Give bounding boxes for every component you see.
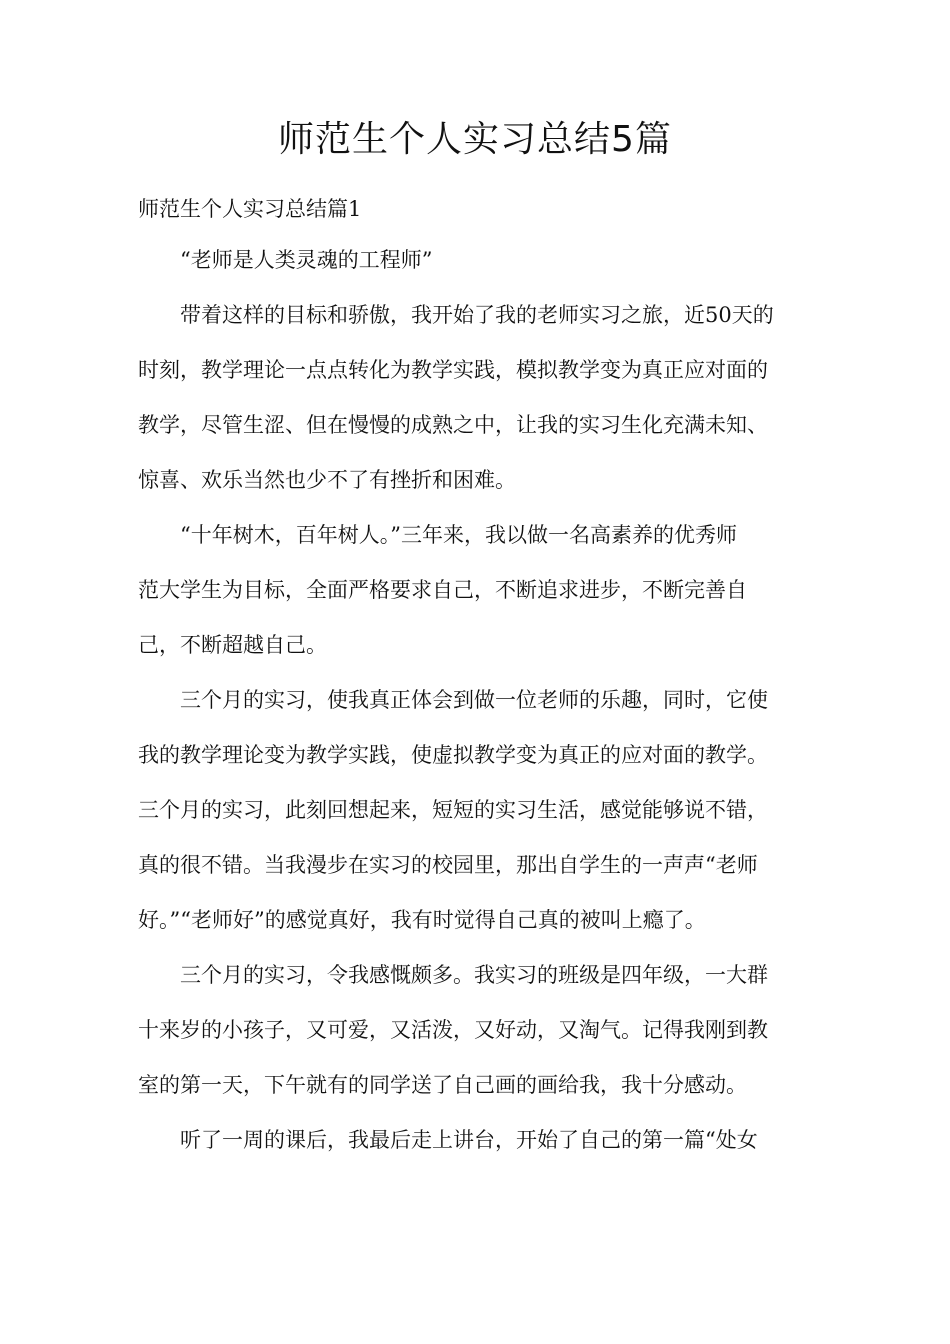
- document-body: [138, 233, 826, 1168]
- paragraph-class: 三个月的实习，令我感慨颇多。我实习的班级是四年级，一大群 十来岁的小孩子，又可爱，又活泼，又好动，又淘气。记得我刚到教 室的第一天，下午就有的同学送了自己画的画给我，我十分感动。: [138, 963, 768, 1097]
- paragraph-quote: “老师是人类灵魂的工程师”: [180, 248, 433, 272]
- paragraph-experience: 三个月的实习，使我真正体会到做一位老师的乐趣，同时，它使 我的教学理论变为教学实践，使虚拟教学变为真正的应对面的教学。 三个月的实习，此刻回想起来，短短的实习生活，感觉能够说不错， 真的很不错。当我漫步在实习的校园里，那出自学生的一声声“老师 好。”“老师好”的感觉真好，我有时觉得自己真的被叫上瘾了。: [138, 688, 768, 932]
- paragraph-first-lesson: 听了一周的课后，我最后走上讲台，开始了自己的第一篇“处女: [180, 1128, 758, 1152]
- paragraph-goal: “十年树木，百年树人。”三年来，我以做一名高素养的优秀师 范大学生为目标，全面严格要求自己，不断追求进步，不断完善自 己，不断超越自己。: [138, 523, 747, 657]
- paragraph-journey: 带着这样的目标和骄傲，我开始了我的老师实习之旅，近50天的 时刻，教学理论一点点转化为教学实践，模拟教学变为真正应对面的 教学，尽管生涩、但在慢慢的成熟之中，让我的实习生化充满未知、 惊喜、欢乐当然也少不了有挫折和困难。: [138, 303, 774, 492]
- section-heading: 师范生个人实习总结篇1: [138, 197, 362, 221]
- document-title: 师范生个人实习总结5篇: [278, 119, 672, 160]
